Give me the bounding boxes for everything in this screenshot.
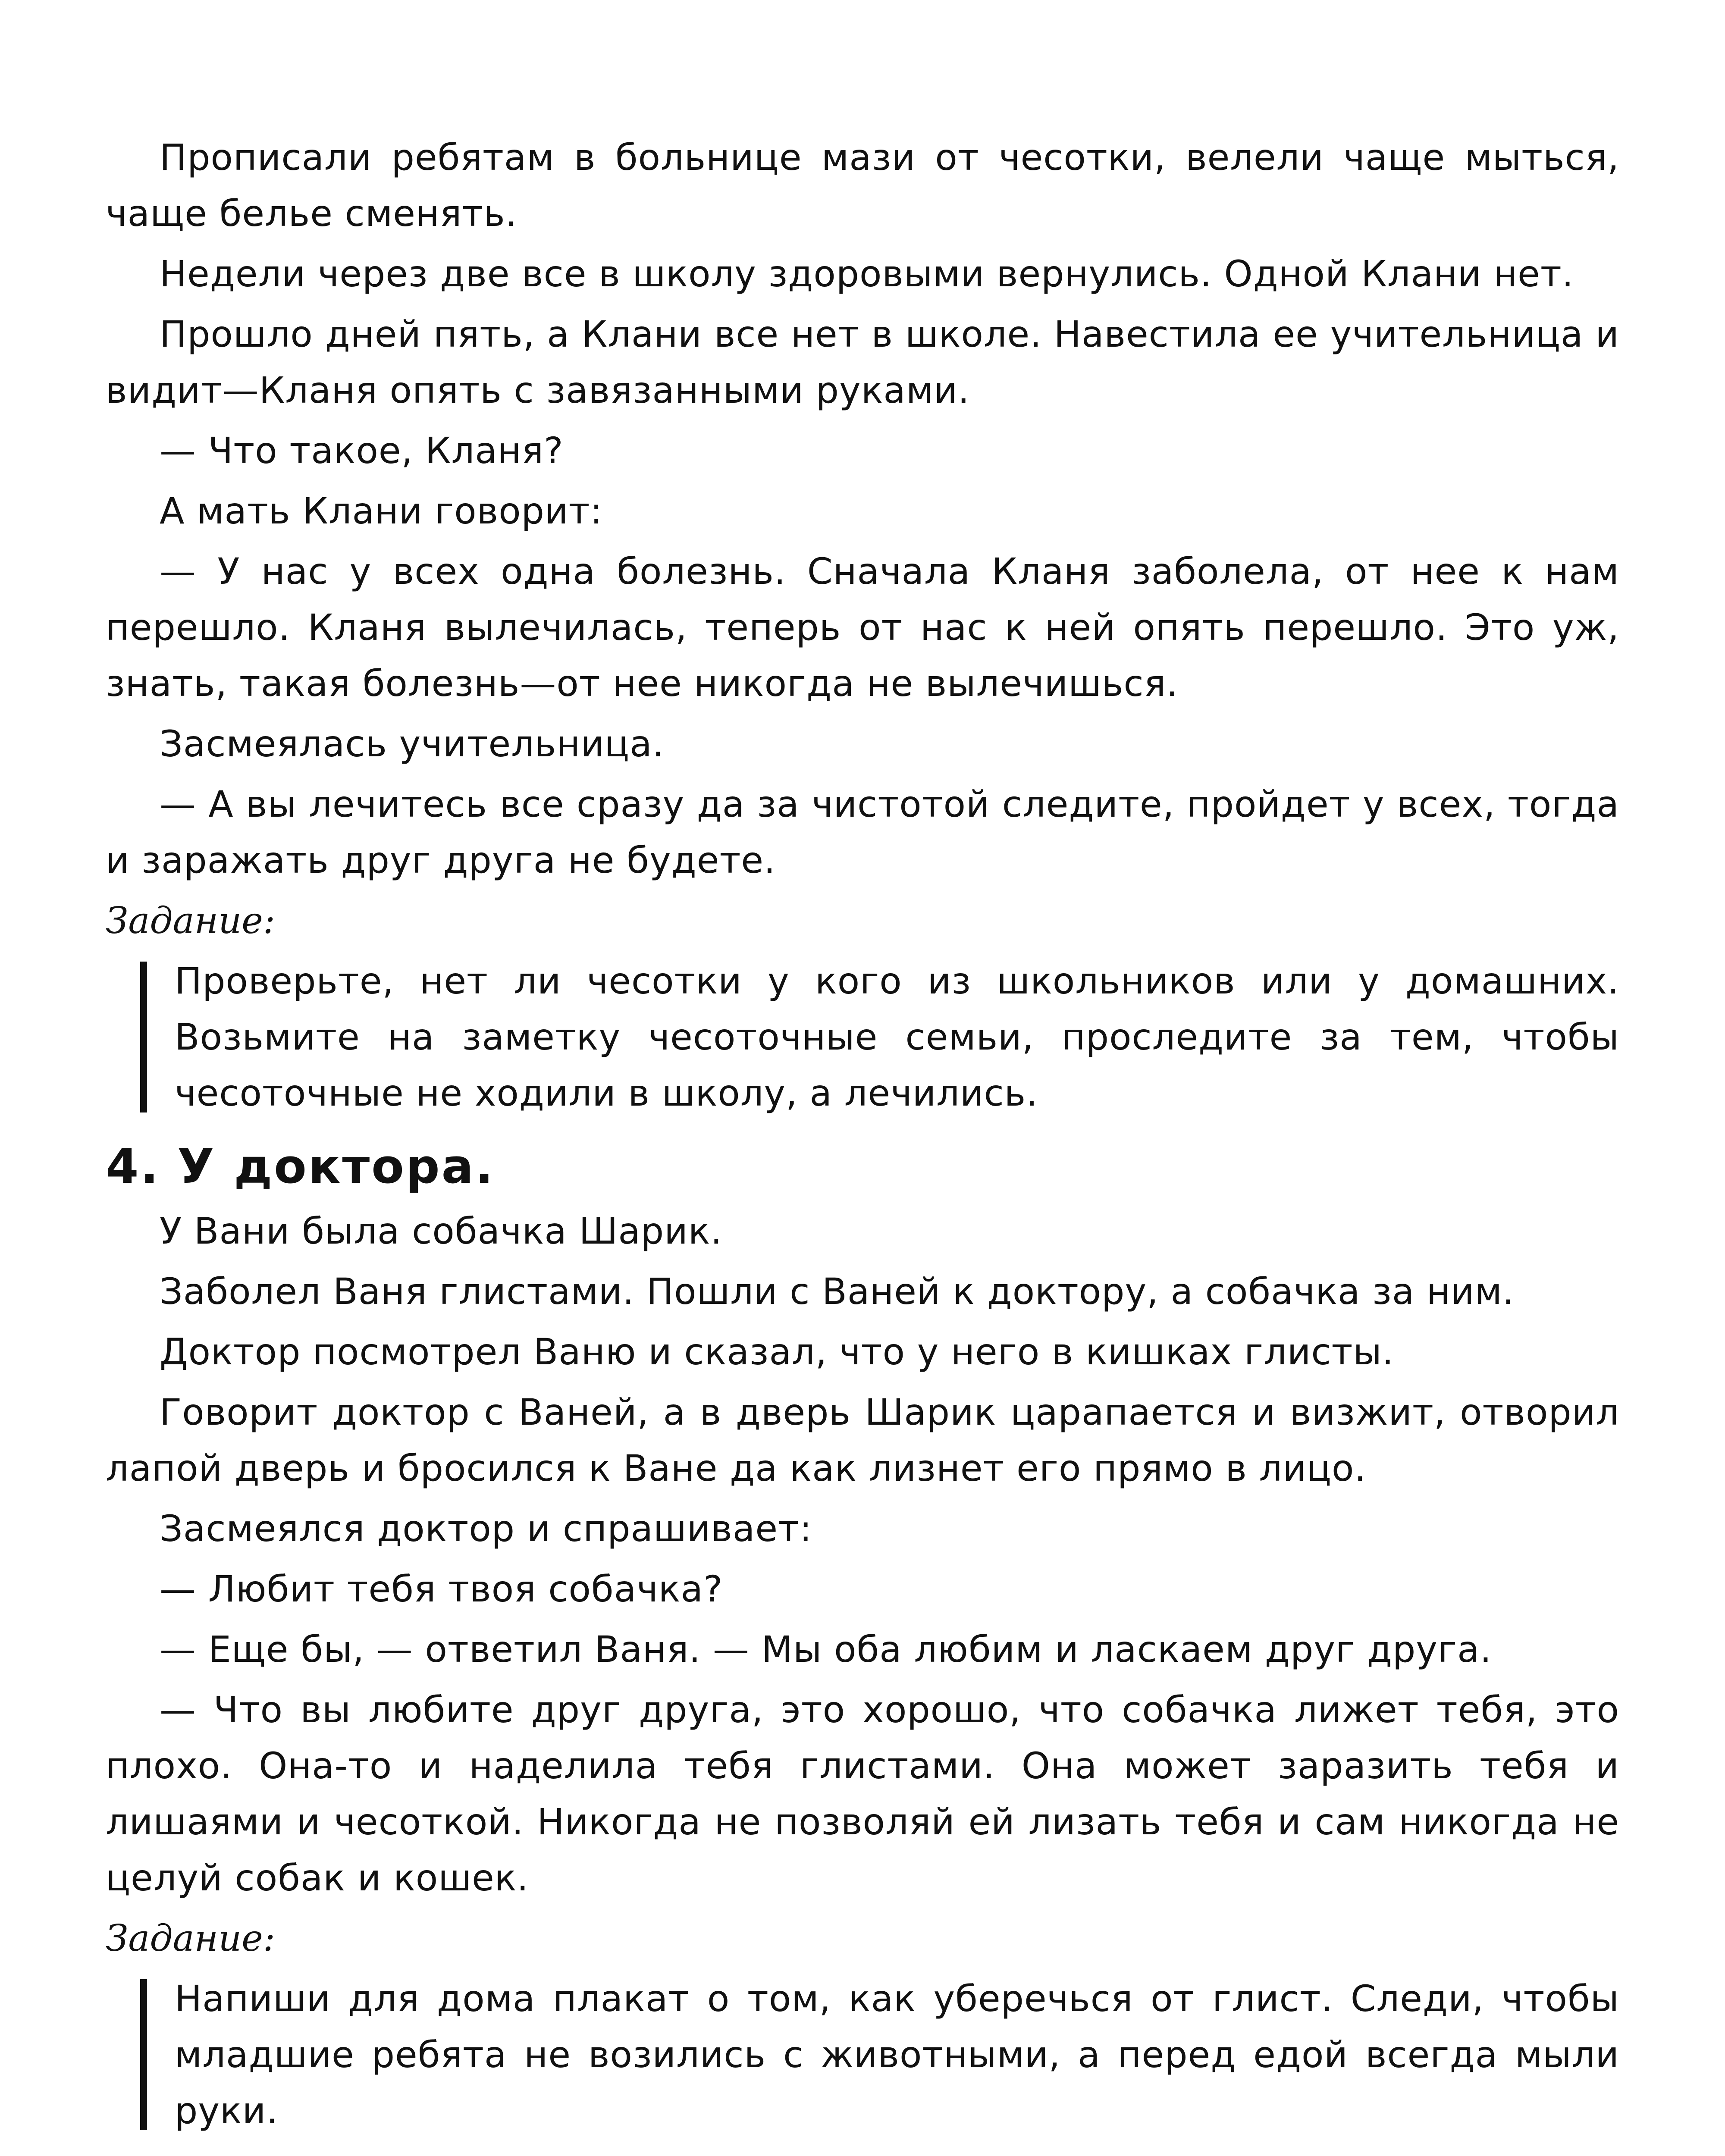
dialogue-line: — Любит тебя твоя собачка? — [160, 1568, 723, 1610]
section-heading — [106, 2152, 1619, 2156]
task-label: Задание: — [106, 1917, 276, 1959]
task-box — [106, 953, 1619, 1121]
paragraph: Засмеялся доктор и спрашивает: — [160, 1507, 812, 1550]
paragraph: Засмеялась учительница. — [160, 723, 665, 765]
task-vertical-bar — [140, 962, 147, 1112]
task-label: Задание: — [106, 899, 276, 942]
section-heading — [106, 1134, 1619, 1199]
paragraph: Прописали ребятам в больнице мази от чесотки, велели чаще мыться, чаще белье сменять. — [106, 136, 1619, 235]
task-text: Проверьте, нет ли чесотки у кого из школьников или у домашних. Возьмите на заметку чесоточные семьи, проследите за тем, чтобы чесоточные не ходили в школу, а лечились. — [175, 960, 1619, 1114]
page-content — [106, 129, 1619, 2156]
paragraph: Говорит доктор с Ваней, а в дверь Шарик царапается и визжит, отворил лапой дверь и бросился к Ване да как лизнет его прямо в лицо. — [106, 1391, 1619, 1489]
dialogue-line: — Что такое, Кланя? — [160, 429, 564, 472]
paragraph: Доктор посмотрел Ваню и сказал, что у него в кишках глисты. — [160, 1331, 1394, 1373]
paragraph: Недели через две все в школу здоровыми вернулись. Одной Клани нет. — [160, 253, 1574, 295]
section-title: У доктора. — [177, 1139, 495, 1194]
task-vertical-bar — [140, 1979, 147, 2130]
paragraph: У Вани была собачка Шарик. — [160, 1210, 723, 1252]
dialogue-line: — Еще бы, — ответил Ваня. — Мы оба любим и ласкаем друг друга. — [160, 1628, 1492, 1670]
dialogue-line: — У нас у всех одна болезнь. Сначала Кланя заболела, от нее к нам перешло. Кланя вылечилась, теперь от нас к ней опять перешло. Это уж, знать, такая болезнь—от нее никогда не вылечишься. — [106, 550, 1619, 705]
task-box — [106, 1971, 1619, 2139]
dialogue-line: — А вы лечитесь все сразу да за чистотой следите, пройдет у всех, тогда и заражать друг друга не будете. — [106, 783, 1619, 881]
paragraph: Заболел Ваня глистами. Пошли с Ваней к доктору, а собачка за ним. — [160, 1270, 1515, 1313]
dialogue-line: — Что вы любите друг друга, это хорошо, что собачка лижет тебя, это плохо. Она-то и наделила тебя глистами. Она может заразить тебя и лишаями и чесоткой. Никогда не позволяй ей лизать тебя и сам никогда не целуй собак и кошек. — [106, 1689, 1619, 1899]
paragraph: А мать Клани говорит: — [160, 490, 603, 532]
paragraph: Прошло дней пять, а Клани все нет в школе. Навестила ее учительница и видит—Кланя опять с завязанными руками. — [106, 313, 1619, 411]
task-text: Напиши для дома плакат о том, как уберечься от глист. Следи, чтобы младшие ребята не возились с животными, а перед едой всегда мыли руки. — [175, 1977, 1619, 2132]
section-number: 4. — [106, 1139, 160, 1194]
